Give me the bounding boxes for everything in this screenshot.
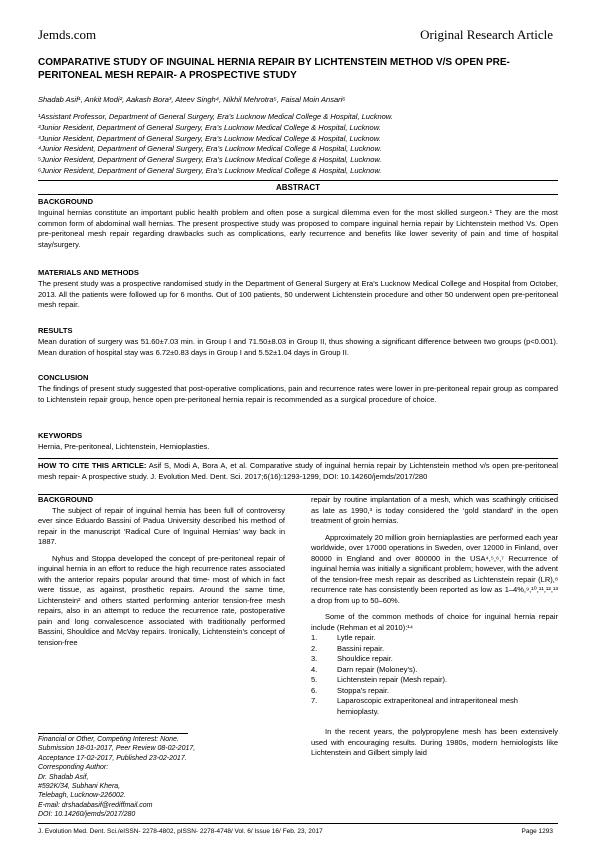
list-item: 3. Shouldice repair. [311, 654, 393, 663]
paragraph: Inguinal hernias constitute an important public health problem and often pose a surgical dilemma even for the most skilled surgeon.¹ They are the most common form of abdominal wall hernias. The present prospective study was proposed to compare inguinal hernia repair by Lichtenstein method Vs. Open pre-peritoneal mesh repair regarding drawbacks such as complications, early recurrence and benefits like lower severity of pain and time of hospital stay/surgery. [38, 207, 558, 250]
affiliation: ²Junior Resident, Department of General Surgery, Era’s Lucknow Medical College & Hospital, Lucknow. [38, 122, 381, 132]
meta-line: Dr. Shadab Asif, [38, 773, 89, 781]
paragraph: Nyhus and Stoppa developed the concept of pre-peritoneal repair of inguinal hernia in an effort to reduce the high recurrence rates associated with the anterior repairs popular around that time- most of which in fact were tissue, as against, prosthetic repairs. Around the same time, Lichtenstein² and others started performing anterior tension-free mesh repairs, also in an attempt to reduce the recurrence rate, postoperative pain and long convalescence associated with traditionally performed Bassini, Shouldice and McVay repairs. Ironically, Lichtenstein’s concept of tension-free [38, 553, 285, 647]
repair-methods-list [311, 633, 558, 717]
section-heading: KEYWORDS [38, 431, 83, 440]
paragraph: Mean duration of surgery was 51.60±7.03 min. in Group I and 71.50±8.03 in Group II, thus showing a significant difference between two groups (p<0.001). Mean duration of hospital stay was 6.72±0.83 days in Group I and 5.52±1.04 days in Group II. [38, 336, 558, 357]
paragraph: The subject of repair of inguinal hernia has been full of controversy ever since Eduardo Bassini of Padua University described his method of repair in the manuscript ‘Radical Cure of Inguinal Hernias’ way back in 1887. [38, 505, 285, 546]
article-meta [38, 735, 285, 820]
affiliation: ⁴Junior Resident, Department of General Surgery, Era’s Lucknow Medical College & Hospital, Lucknow. [38, 144, 382, 154]
affiliation: ¹Assistant Professor, Department of General Surgery, Era’s Lucknow Medical College & Hospital, Lucknow. [38, 112, 393, 121]
section-heading: BACKGROUND [38, 197, 93, 206]
abstract-top-rule [38, 180, 558, 181]
meta-line: #592K/34, Subhani Khera, [38, 783, 121, 791]
abstract-methods [38, 268, 558, 311]
list-item: 4. Darn repair (Moloney’s). [311, 664, 418, 674]
list-item: 1. Lytle repair. [311, 633, 376, 642]
list-item: 2. Bassini repair. [311, 643, 385, 653]
meta-line: E-mail: drshadabasif@rediffmail.com [38, 801, 153, 809]
section-heading: MATERIALS AND METHODS [38, 268, 139, 277]
abstract-background [38, 197, 558, 251]
meta-line: Corresponding Author: [38, 764, 109, 772]
meta-rule [38, 733, 188, 734]
affiliations [38, 112, 558, 177]
cite-label: HOW TO CITE THIS ARTICLE: [38, 461, 147, 470]
right-column [311, 495, 558, 759]
affiliation: ⁶Junior Resident, Department of General Surgery, Era’s Lucknow Medical College & Hospital, Lucknow. [38, 165, 382, 175]
meta-line: Acceptance 17-02-2017, Published 23-02-2017. [38, 754, 187, 762]
section-heading: BACKGROUND [38, 495, 93, 504]
paragraph: The present study was a prospective randomised study in the Department of General Surgery at Era’s Lucknow Medical College and Hospital from October, 2013. All the patients were followed up for 6 months. Out of 100 patients, 50 underwent Lichtenstein procedure and other 50 underwent open pre-peritoneal mesh repair. [38, 278, 558, 310]
cite-top-rule [38, 458, 558, 459]
list-item: 6. Stoppa’s repair. [311, 685, 389, 695]
paragraph: In the recent years, the polypropylene mesh has been extensively used with encouraging results. During 1980s, modern herniologists like Lichtenstein and Gilbert simply laid [311, 727, 558, 757]
journal-site: Jemds.com [38, 27, 97, 42]
section-heading: RESULTS [38, 326, 73, 335]
page-number: Page 1293 [521, 828, 553, 835]
paragraph: Approximately 20 million groin herniaplasties are performed each year worldwide, over 17000 operations in Sweden, over 12000 in Finland, over 80000 in England and over 800000 in the USA⁴,⁵,⁶,⁷ Recurrence of inguinal hernia was initially a significant problem; however, with the advent of the tension-free mesh repair as described as Lichtenstein repair (LR),⁸ recurrence rate has consistently been reported as low as 1–4%,⁹,¹⁰,¹¹,¹²,¹³ a drop from up to 50–60%. [311, 532, 558, 605]
list-item: 7. Laparoscopic extraperitoneal and intraperitoneal mesh hernioplasty. [311, 696, 518, 716]
how-to-cite [38, 461, 558, 482]
abstract-heading: ABSTRACT [276, 183, 320, 192]
meta-line: Submission 18-01-2017, Peer Review 08-02-2017, [38, 745, 196, 753]
paragraph: Some of the common methods of choice for inguinal hernia repair include (Rehman et al 2010):¹⁴ [311, 612, 558, 632]
meta-line: DOI: 10.14260/jemds/2017/280 [38, 811, 136, 819]
meta-line: Financial or Other, Competing Interest: None. [38, 736, 179, 743]
list-item: 5. Lichtenstein repair (Mesh repair). [311, 675, 448, 684]
left-column [38, 495, 285, 648]
abstract-conclusion [38, 373, 558, 405]
meta-line: Telebagh, Lucknow-226002. [38, 792, 126, 800]
abstract-heading-rule [38, 194, 558, 195]
cite-text: Asif S, Modi A, Bora A, et al. Comparative study of inguinal hernia repair by Lichtenstein method v/s open pre-peritoneal mesh repair- A prospective study. J. Evolution Med. Dent. Sci. 2017;6(16):1293-1299, DOI: 10.14260/jemds/2017/280 [38, 461, 558, 481]
abstract-keywords [38, 431, 558, 453]
paragraph: The findings of present study suggested that post-operative complications, pain and recurrence rates were lower in pre-peritoneal repair group as compared to Lichtenstein repair group, hence open pre-peritoneal hernia repair is recommended as a surgical procedure of choice. [38, 383, 558, 404]
paragraph: repair by routine implantation of a mesh, which was scathingly criticised as late as 1990,³ is today considered the ‘gold standard’ in the open treatment of groin hernias. [311, 495, 558, 525]
article-title: COMPARATIVE STUDY OF INGUINAL HERNIA REPAIR BY LICHTENSTEIN METHOD V/S OPEN PRE-PERITONEAL MESH REPAIR- A PROSPECTIVE STUDY [38, 57, 510, 81]
affiliation: ⁵Junior Resident, Department of General Surgery, Era’s Lucknow Medical College & Hospital, Lucknow. [38, 155, 382, 165]
paragraph: Hernia, Pre-peritoneal, Lichtenstein, Hernioplasties. [38, 441, 210, 451]
author-list: Shadab Asif¹, Ankit Modi², Aakash Bora³, Ateev Singh⁴, Nikhil Mehrotra⁵, Faisal Moin Ansari⁶ [38, 95, 346, 104]
abstract-results [38, 326, 558, 358]
footer-rule [38, 823, 558, 824]
footer-citation: J. Evolution Med. Dent. Sci./eISSN- 2278-4802, pISSN- 2278-4748/ Vol. 6/ Issue 16/ Feb. 23, 2017 [38, 828, 323, 835]
article-type: Original Research Article [420, 27, 553, 42]
affiliation: ³Junior Resident, Department of General Surgery, Era’s Lucknow Medical College & Hospital, Lucknow. [38, 133, 381, 143]
section-heading: CONCLUSION [38, 373, 89, 382]
